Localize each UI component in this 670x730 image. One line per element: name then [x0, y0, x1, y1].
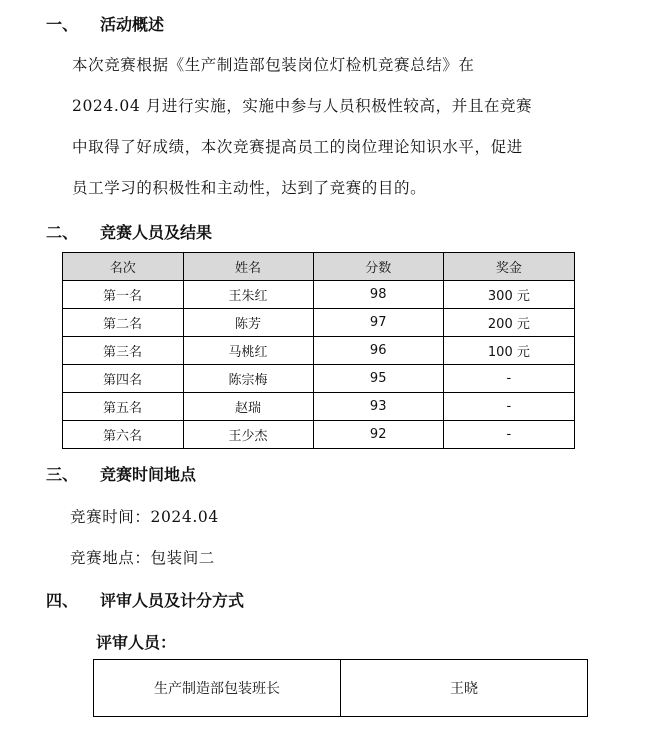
judges-table: [93, 659, 588, 717]
cell-rank: 第五名: [63, 393, 184, 421]
cell-bonus: 300 元: [443, 281, 574, 309]
cell-bonus: -: [443, 365, 574, 393]
section-title: 评审人员及计分方式: [100, 591, 245, 610]
cell-rank: 第六名: [63, 421, 184, 449]
column-header-score: 分数: [313, 253, 443, 281]
column-header-name: 姓名: [183, 253, 313, 281]
judges-label: 评审人员：: [96, 633, 177, 652]
cell-bonus: -: [443, 393, 574, 421]
cell-name: 王少杰: [183, 421, 313, 449]
section-heading-overview: [46, 12, 164, 35]
cell-score: 95: [313, 365, 443, 393]
cell-score: 97: [313, 309, 443, 337]
cell-score: 98: [313, 281, 443, 309]
cell-rank: 第一名: [63, 281, 184, 309]
cell-name: 陈宗梅: [183, 365, 313, 393]
cell-rank: 第三名: [63, 337, 184, 365]
column-header-bonus: 奖金: [443, 253, 574, 281]
table-row: [63, 421, 575, 449]
table-header-row: [63, 253, 575, 281]
cell-name: 马桃红: [183, 337, 313, 365]
cell-score: 93: [313, 393, 443, 421]
cell-score: 96: [313, 337, 443, 365]
column-header-rank: 名次: [63, 253, 184, 281]
results-table: [62, 252, 575, 449]
table-row: [63, 365, 575, 393]
section-title: 竞赛时间地点: [100, 465, 197, 484]
paragraph-line: 2024.04 月进行实施，实施中参与人员积极性较高，并且在竞赛: [72, 97, 533, 115]
cell-rank: 第四名: [63, 365, 184, 393]
section-heading-results: [46, 220, 212, 243]
cell-score: 92: [313, 421, 443, 449]
section-number: 一、: [46, 15, 79, 34]
table-row: [94, 660, 588, 717]
cell-bonus: 200 元: [443, 309, 574, 337]
table-row: [63, 393, 575, 421]
overview-paragraph: [72, 45, 602, 209]
cell-judge-position: 生产制造部包装班长: [94, 660, 341, 717]
cell-judge-name: 王晓: [341, 660, 588, 717]
table-row: [63, 337, 575, 365]
paragraph-line: 本次竞赛根据《生产制造部包装岗位灯检机竞赛总结》在: [72, 56, 475, 74]
cell-name: 陈芳: [183, 309, 313, 337]
paragraph-line: 员工学习的积极性和主动性，达到了竞赛的目的。: [72, 179, 427, 197]
table-row: [63, 309, 575, 337]
cell-rank: 第二名: [63, 309, 184, 337]
competition-time: 竞赛时间：2024.04: [70, 508, 219, 526]
section-title: 竞赛人员及结果: [100, 223, 213, 242]
cell-bonus: -: [443, 421, 574, 449]
table-row: [63, 281, 575, 309]
section-number: 二、: [46, 223, 79, 242]
section-heading-time-place: [46, 462, 196, 485]
section-title: 活动概述: [100, 15, 165, 34]
cell-bonus: 100 元: [443, 337, 574, 365]
paragraph-line: 中取得了好成绩，本次竞赛提高员工的岗位理论知识水平，促进: [72, 138, 523, 156]
cell-name: 王朱红: [183, 281, 313, 309]
competition-place: 竞赛地点：包装间二: [70, 549, 215, 567]
section-number: 四、: [46, 591, 79, 610]
section-heading-judges: [46, 588, 244, 611]
cell-name: 赵瑞: [183, 393, 313, 421]
section-number: 三、: [46, 465, 79, 484]
